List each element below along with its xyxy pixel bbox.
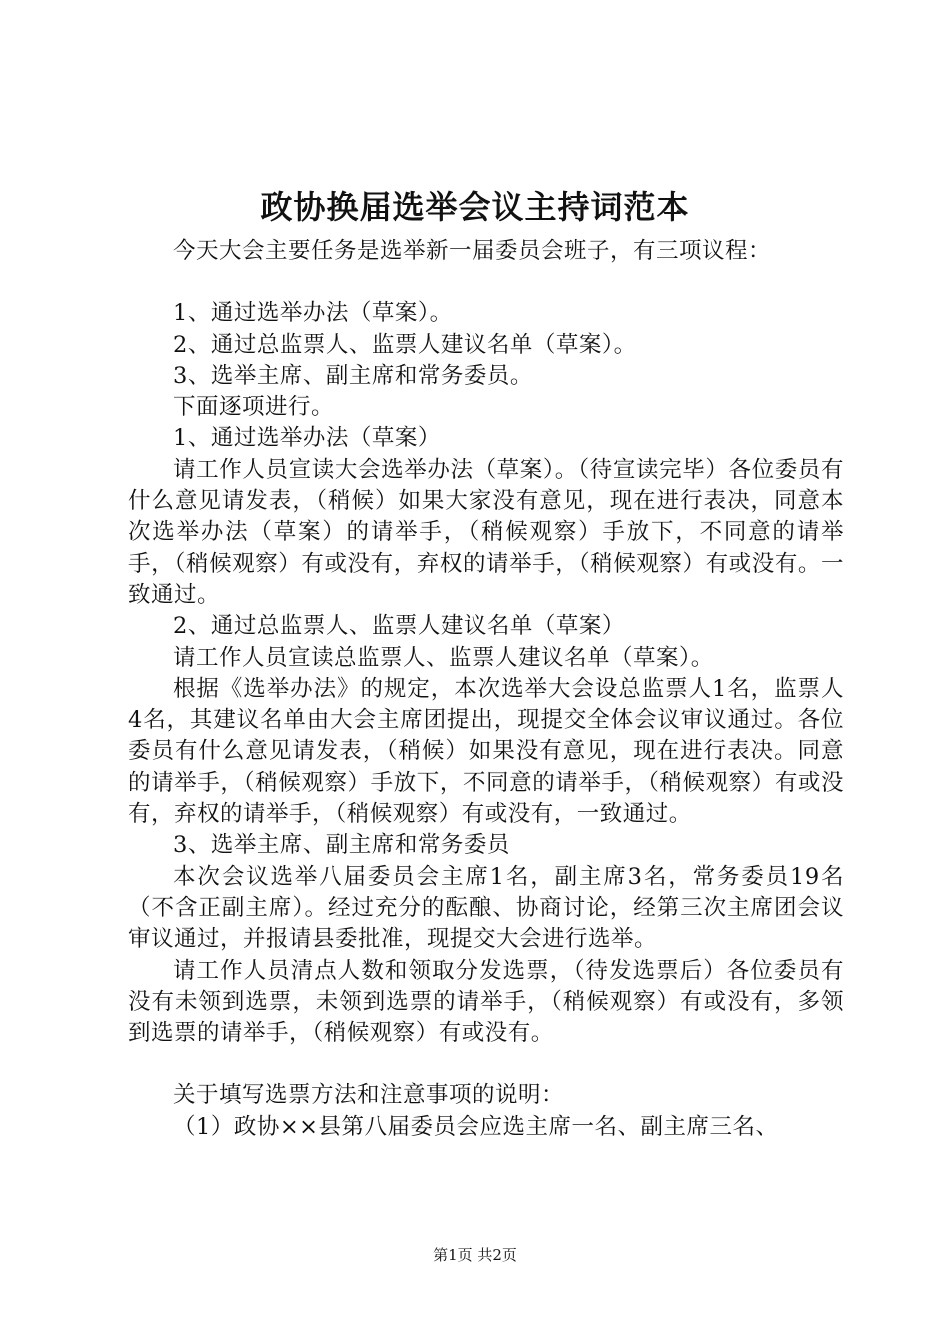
- paragraph-section-3-body: 本次会议选举八届委员会主席1名，副主席3名，常务委员19名（不含正副主席）。经过充分的酝酿、协商讨论，经第三次主席团会议审议通过，并报请县委批准，现提交大会进行选举。: [128, 863, 844, 953]
- document-body: [128, 236, 844, 1143]
- agenda-item-3: 3、选举主席、副主席和常务委员。: [173, 362, 533, 389]
- section-heading-1: 1、通过选举办法（草案）: [173, 425, 441, 452]
- paragraph-section-2-reading: 请工作人员宣读总监票人、监票人建议名单（草案）。: [173, 644, 714, 671]
- paragraph-ballot-instruction-1: （1）政协××县第八届委员会应选主席一名、副主席三名、: [173, 1113, 779, 1140]
- paragraph-intro: 今天大会主要任务是选举新一届委员会班子，有三项议程：: [173, 238, 772, 264]
- paragraph-ballot-distribution: 请工作人员清点人数和领取分发选票，（待发选票后）各位委员有没有未领到选票，未领到选票的请举手，（稍候观察）有或没有，多领到选票的请举手，（稍候观察）有或没有。: [128, 957, 844, 1047]
- page-footer: 第1页 共2页: [433, 1246, 517, 1264]
- document-title: 政协换届选举会议主持词范本: [260, 188, 690, 226]
- paragraph-section-2-body: 根据《选举办法》的规定，本次选举大会设总监票人1名，监票人4名，其建议名单由大会主席团提出，现提交全体会议审议通过。各位委员有什么意见请发表，（稍候）如果没有意见，现在进行表决。同意的请举手，（稍候观察）手放下，不同意的请举手，（稍候观察）有或没有，弃权的请举手，（稍候观察）有或没有，一致通过。: [128, 675, 844, 828]
- section-heading-2: 2、通过总监票人、监票人建议名单（草案）: [173, 613, 625, 640]
- section-heading-3: 3、选举主席、副主席和常务委员: [173, 832, 510, 859]
- agenda-item-1: 1、通过选举办法（草案）。: [173, 300, 453, 327]
- paragraph-proceed: 下面逐项进行。: [173, 394, 335, 421]
- agenda-item-2: 2、通过总监票人、监票人建议名单（草案）。: [173, 331, 637, 358]
- paragraph-ballot-instructions-heading: 关于填写选票方法和注意事项的说明：: [173, 1082, 565, 1109]
- paragraph-section-1-body: 请工作人员宣读大会选举办法（草案）。（待宣读完毕）各位委员有什么意见请发表，（稍候）如果大家没有意见，现在进行表决，同意本次选举办法（草案）的请举手，（稍候观察）手放下，不同意的请举手，（稍候观察）有或没有，弃权的请举手，（稍候观察）有或没有。一致通过。: [128, 456, 844, 608]
